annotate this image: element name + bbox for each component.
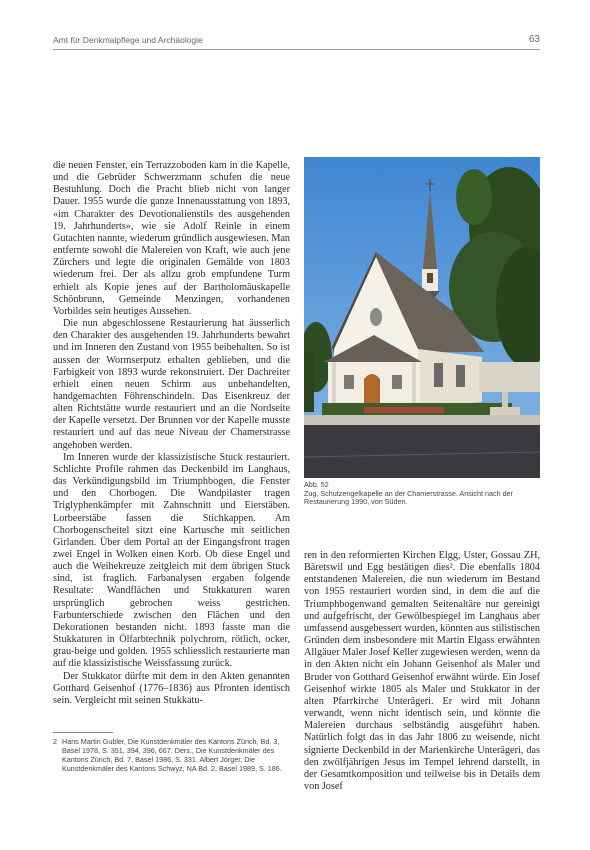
body-paragraph: ren in den reformierten Kirchen Elgg, Uster, Gossau ZH, Bäretswil und Egg bestätigen dies². Die ebenfalls 1804 entstandenen Malereien, die nun wiederum im Bestand von 1955 restauriert worden sind, in dem die auf die Triumphbogenwand gemalten Seitenaltäre nur gereinigt und aufgefrischt, der Gewölbespiegel im Langhaus aber umfassend ausgebessert wurden, könnten aus stilistischen Gründen dem insbesondere mit Martin Elgass erwähnten Allgäuer Maler Josef Keller zugewiesen werden, wenn da in den Akten nicht ein Johann Geisenhof als Maler und Bruder von Gotthard Geisenhof erwähnt würde. Ein Josef Geisenhof wirkte 1805 als Maler und Stukkator in der alten Pfarrkirche Unterägeri. Er wird mit Johann verwandt, wenn nicht identisch sein, und könnte die Malereien durchaus selbständig ausgeführt haben. Natürlich folgt das in das Jahr 1806 zu weisende, nicht signierte Deckenbild in der Marienkirche Unterägeri, das den zwölfjährigen Jesus im Tempel lehrend darstellt, in der Gesamtkomposition und teilweise bis in Details dem von Josef — [304, 550, 540, 792]
running-head-title: Amt für Denkmalpflege und Archäologie — [53, 35, 203, 45]
page-number: 63 — [528, 34, 540, 45]
figure-caption — [304, 481, 540, 507]
footnote-number: 2 — [53, 737, 57, 746]
footnote — [53, 738, 290, 774]
header-rule — [53, 49, 540, 50]
right-text-column — [304, 550, 540, 793]
body-paragraph: Im Inneren wurde der klassizistische Stuck restauriert. Schlichte Profile rahmen das Deckenbild im Langhaus, das Verkündigungsbild im Triumphbogen, die Fenster und den Chorbogen. Die Wandpilaster tragen Triglyphenkämpfer mit Zahnschnitt und Eierstäben. Lorbeerstäbe fassen die Stichkappen. Am Chorbogenscheitel sitzt eine Kartusche mit seitlichen Girlanden. Über dem Portal an der Eingangsfront tragen zwei Engel in Wolken einen Korb. Ob diese Engel und auch die Weihekreuze zeitgleich mit dem übrigen Stuck sind, ist fraglich. Farbanalysen ergaben folgende Resultate: Wandflächen und Stukkaturen waren ursprünglich gebrochen weiss gestrichen. Farbunterschiede zwischen den Flächen und den Dekorationen bestanden nicht. 1893 fasste man die Stukkaturen in Ölfarbtechnik polychrom, rötlich, ocker, grau-beige und golden. 1955 schliesslich restaurierte man auf die klassizistische Weissfassung zurück. — [53, 451, 290, 670]
entrance-door — [364, 374, 380, 407]
footnote-rule — [53, 732, 113, 733]
neighbor-building — [479, 362, 540, 392]
road — [304, 425, 540, 478]
side-wall — [418, 349, 482, 407]
figure-label: Abb. 52 — [304, 480, 329, 489]
body-paragraph: die neuen Fenster, ein Terrazzoboden kam in die Kapelle, und die Gebrüder Schwerzmann schufen die neue Bestuhlung. Doch die Pracht blieb nicht von langer Dauer. 1955 wurde die ganze Innenausstattung von 1893, «im Charakter des Devotionalienstils des ausgehenden 19. Jahrhunderts», wie sie Adolf Reinle in einem Gutachten nannte, wiederum gründlich ausgewiesen. Man entfernte sowohl die Malereien von Kraft, wie auch jene Zürchers und legte die originalen Gemälde von 1803 wiederum frei. Der als allzu grob empfundene Turm erhielt als Kopie jenes auf der Bartholomäuskapelle Schönbrunn, Gemeinde Menzingen, vorhandenen Vorbildes sein heutiges Aussehen. — [53, 160, 290, 317]
figure-caption-text: Zug, Schutzengelkapelle an der Chamerstrasse. Ansicht nach der Restaurierung 1990, von Süden. — [304, 488, 513, 507]
footnote-text: Hans Martin Gubler, Die Kunstdenkmäler des Kantons Zürich, Bd. 3, Basel 1978, S. 351, 394, 396, 667. Ders., Die Kunstdenkmäler des Kantons Zürich, Bd. 7, Basel 1986, S. 331. Albert Jörger, Die Kunstdenkmäler des Kantons Schwyz, NA Bd. 2, Basel 1989, S. 186. — [62, 737, 282, 773]
left-text-column — [53, 160, 290, 707]
body-paragraph: Die nun abgeschlossene Restaurierung hat äusserlich den Charakter des ausgehenden 19. Jahrhunderts bewahrt und im Inneren den Zustand von 1955 beibehalten. So ist aussen der Wormserputz erhalten geblieben, und die Farbigkeit von 1893 wurde rekonstruiert. Der Dachreiter erhielt einen neuen Schirm aus unbehandelten, handgemachten Föhrenschindeln. Das Eisenkreuz der alten Richtstätte wurde restauriert und an die Nordseite der Kapelle versetzt. Der Brunnen vor der Kapelle musste restauriert und auf das neue Niveau der Chamerstrasse angehoben werden. — [53, 318, 290, 451]
chapel-photo — [304, 157, 540, 478]
gable-window — [370, 308, 382, 326]
body-paragraph: Der Stukkator dürfte mit dem in den Akten genannten Gotthard Geisenhof (1776–1836) aus Pfronten identisch sein. Vergleicht mit seinen Stukkatu- — [53, 670, 290, 706]
